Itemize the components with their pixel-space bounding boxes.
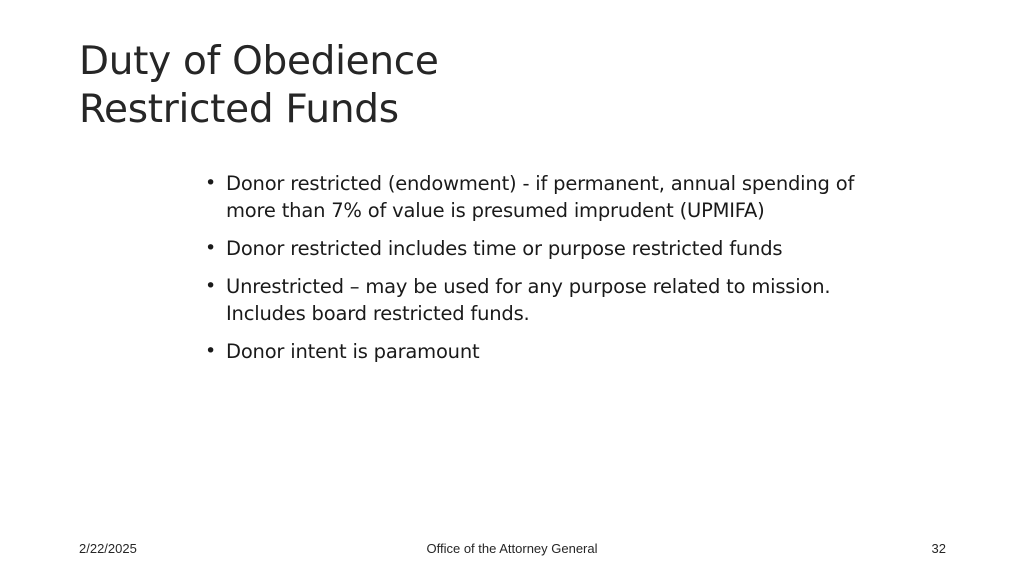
footer-organization [0,541,1024,557]
bullet-text: Donor restricted includes time or purpose restricted funds [226,237,783,260]
bullet-text: Donor intent is paramount [226,340,480,363]
bullet-item [205,273,865,327]
bullet-dot-icon: • [205,237,217,259]
footer-date: 2/22/2025 [79,541,137,556]
bullet-item [205,338,865,365]
bullet-dot-icon: • [205,172,217,194]
bullet-item [205,235,865,262]
bullet-text: Donor restricted (endowment) - if permanent, annual spending of more than 7% of value is presumed imprudent (UPMIFA) [226,172,855,222]
bullet-item [205,170,865,224]
bullet-dot-icon: • [205,275,217,297]
footer-page-number: 32 [931,541,946,556]
slide-title-line-1: Duty of Obedience [79,39,439,84]
bullet-dot-icon: • [205,340,217,362]
bullet-text: Unrestricted – may be used for any purpose related to mission. Includes board restricted funds. [226,275,831,325]
footer-organization-text: Office of the Attorney General [426,541,598,556]
slide-title [79,38,939,134]
bullet-list [205,170,865,376]
slide-title-line-2: Restricted Funds [79,87,399,132]
